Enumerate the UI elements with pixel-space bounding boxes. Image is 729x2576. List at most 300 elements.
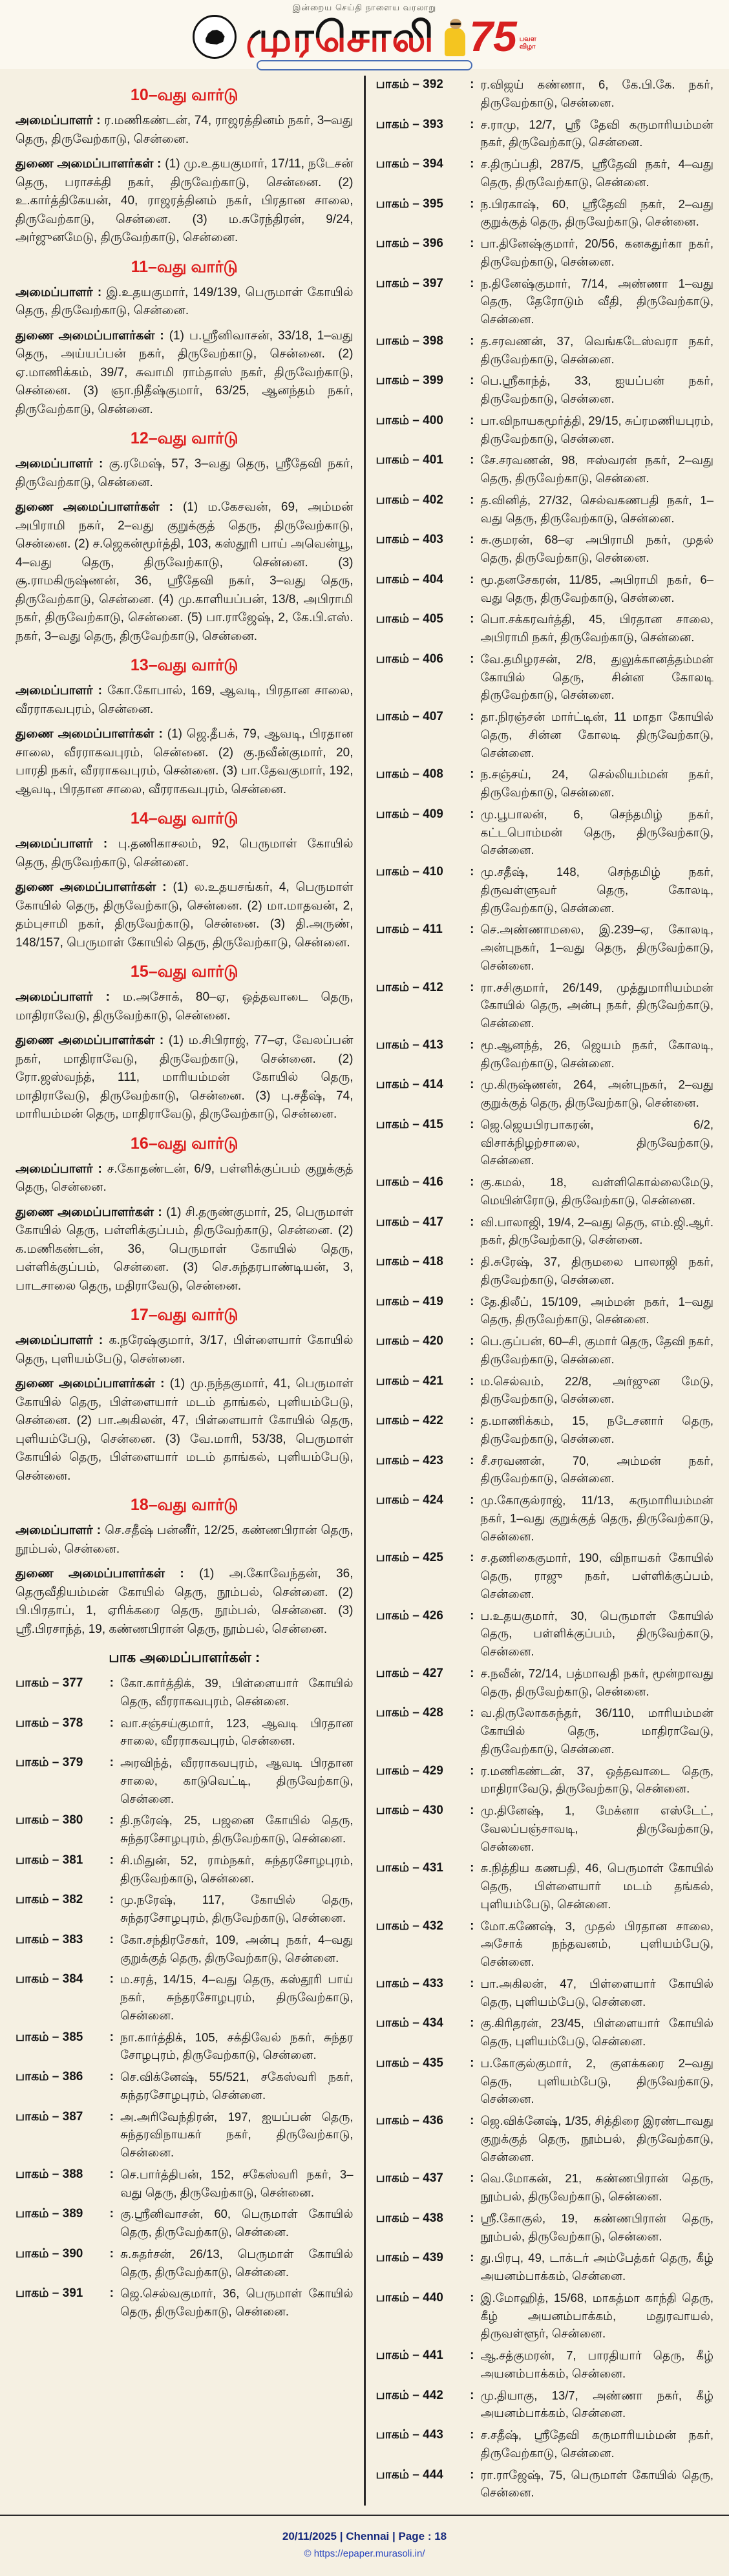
part-number: பாகம் – 378 [16,1716,83,1730]
part-colon: : [470,78,474,91]
organizer-label: அமைப்பாளர் : [16,285,102,299]
part-colon: : [470,1804,474,1817]
part-number: பாகம் – 379 [16,1756,83,1769]
part-text: தி.நரேஷ், 25, பஜனை கோயில் தெரு, சுந்தரசோழபுரம், திருவேற்காடு, சென்னை. [120,1813,354,1845]
part-colon: : [109,1676,114,1690]
part-number: பாகம் – 431 [375,1861,443,1875]
part-colon: : [470,2428,474,2442]
part-colon: : [470,1294,474,1308]
part-number: பாகம் – 439 [375,2251,443,2265]
deputies-paragraph [16,498,354,646]
part-row [376,275,714,328]
part-label [376,2426,474,2445]
part-text: அரவிந்த், வீரராகவபுரம், ஆவடி பிரதான சாலை, காடுவெட்டி, திருவேற்காடு, சென்னை. [120,1756,354,1805]
part-colon: : [470,865,474,878]
part-label [376,2014,474,2033]
deputies-label: துணை அமைப்பாளர்கள் : [16,1205,162,1219]
part-row [16,2068,354,2104]
part-row [376,1665,714,1701]
part-colon: : [470,807,474,821]
part-number: பாகம் – 411 [375,922,443,937]
part-number: பாகம் – 441 [375,2348,443,2362]
part-label [16,2028,114,2047]
part-text: ச.திருப்பதி, 287/5, ஸ்ரீதேவி நகர், 4–வது தெரு, திருவேற்காடு, சென்னை. [480,157,713,189]
organizer-paragraph [16,1160,354,1197]
part-label [16,2245,114,2264]
part-number: பாகம் – 427 [375,1666,443,1680]
part-number: பாகம் – 380 [16,1813,83,1827]
part-text: மு.தினேஷ், 1, மேக்னா எஸ்டேட், வேலப்பஞ்சாவடி, திருவேற்காடு, சென்னை. [480,1804,713,1853]
part-label [376,1549,474,1568]
part-text: ச.நவீன், 72/14, பத்மாவதி நகர், மூன்றாவது தெரு, திருவேற்காடு, சென்னை. [480,1666,713,1698]
part-row [376,2054,714,2108]
part-label [376,2209,474,2228]
part-colon: : [470,1215,474,1229]
organizer-text: இ.உதயகுமார், 149/139, பெருமாள் கோயில் தெரு, திருவேற்காடு, சென்னை. [16,285,354,317]
part-text: பா.அகிலன், 47, பிள்ளையார் கோயில் தெரு, புளியம்பேடு, சென்னை. [480,1976,713,2008]
deputies-label: துணை அமைப்பாளர்கள் : [16,1034,164,1047]
part-colon: : [470,493,474,507]
part-number: பாகம் – 436 [375,2114,443,2127]
part-colon: : [470,1551,474,1565]
deputies-label: துணை அமைப்பாளர்கள் : [16,157,162,171]
organizer-label: அமைப்பாளர் : [16,457,103,471]
part-text: பா.விநாயகமூர்த்தி, 29/15, சுப்ரமணியபுரம், திருவேற்காடு, சென்னை. [480,413,713,445]
part-label [376,2466,474,2485]
part-label [376,1704,474,1723]
part-number: பாகம் – 435 [375,2056,443,2070]
ward-section [16,1306,354,1485]
part-row [376,2014,714,2050]
part-number: பாகம் – 420 [375,1334,443,1348]
part-number: பாகம் – 408 [375,767,443,782]
part-number: பாகம் – 403 [375,533,443,547]
deputies-text: (1) அ.கோவேந்தன், 36, தெருவீதியம்மன் கோயில் தெரு, நூம்பல், சென்னை. (2) பி.பிரதாப், 1, ஏரிக்கரை தெரு, நூம்பல், சென்னை. (3) ஸ்ரீ.பிரசாந்த், 19, கண்ணபிரான் தெரு, நூம்பல், சென்னை. [16,1567,354,1636]
part-number: பாகம் – 377 [16,1676,83,1690]
part-text: கு.கிரிதரன், 23/45, பிள்ளையார் கோயில் தெரு, புளியம்பேடு, சென்னை. [480,2016,713,2048]
part-row [16,2028,354,2065]
part-row [376,1859,714,1913]
part-row [16,2108,354,2162]
organizer-label: அமைப்பாளர் : [16,837,108,851]
organizer-label: அமைப்பாளர் : [16,114,101,127]
part-label [376,1372,474,1391]
part-row [16,1891,354,1927]
part-row [16,1851,354,1888]
part-colon: : [470,1374,474,1388]
part-label [376,2347,474,2365]
part-text: மோ.கணேஷ், 3, முதல் பிரதான சாலை, அசோக் நந்தவனம், புளியம்பேடு, சென்னை. [480,1919,713,1968]
part-colon: : [470,1666,474,1680]
part-colon: : [470,1175,474,1189]
organizer-text: க.நரேஷ்குமார், 3/17, பிள்ளையார் கோயில் தெரு, புளியம்பேடு, சென்னை. [16,1334,354,1366]
part-row [376,1917,714,1971]
part-text: ஜெ.விக்னேஷ், 1/35, சித்திரை இரண்டாவது குறுக்குத் தெரு, நூம்பல், திருவேற்காடு, சென்னை. [480,2114,713,2164]
right-column [364,76,714,2506]
part-row [376,863,714,917]
part-number: பாகம் – 402 [375,493,443,507]
part-row [376,2249,714,2285]
part-label [376,765,474,784]
organizer-paragraph [16,988,354,1025]
part-label [376,1859,474,1878]
part-number: பாகம் – 422 [375,1414,443,1427]
ward-title: 16–வது வார்டு [130,1134,238,1153]
part-row [376,372,714,408]
part-label [376,1917,474,1936]
part-text: ம.சரத், 14/15, 4–வது தெரு, கஸ்தூரி பாய் நகர், சுந்தரசோழபுரம், திருவேற்காடு, சென்னை. [120,1972,354,2022]
part-text: த.சரவணன், 37, வெங்கடேஸ்வரா நகர், திருவேற்காடு, சென்னை. [480,334,713,366]
deputies-paragraph [16,1204,354,1296]
ward-section [16,809,354,952]
part-number: பாகம் – 428 [375,1706,443,1720]
parts-heading: பாக அமைப்பாளர்கள் : [109,1649,260,1665]
part-colon: : [470,710,474,723]
part-row [376,2209,714,2246]
ward-title: 18–வது வார்டு [130,1496,238,1514]
part-label [376,195,474,214]
part-colon: : [470,334,474,348]
part-label [376,155,474,174]
deputies-paragraph [16,1375,354,1485]
part-row [376,332,714,368]
ward-title: 11–வது வார்டு [131,257,238,276]
part-row [376,2289,714,2343]
anniversary-caption [520,36,536,56]
part-label [376,1607,474,1626]
part-number: பாகம் – 437 [375,2171,443,2186]
part-colon: : [470,2016,474,2030]
part-row [16,1714,354,1751]
organizer-label: அமைப்பாளர் : [16,684,102,697]
part-colon: : [470,1453,474,1467]
part-label [376,2387,474,2405]
part-text: கோ.கார்த்திக், 39, பிள்ளையார் கோயில் தெரு, வீரராகவபுரம், சென்னை. [120,1676,354,1708]
organizer-label: அமைப்பாளர் : [16,990,110,1004]
part-colon: : [470,2388,474,2402]
part-number: பாகம் – 444 [375,2467,443,2482]
part-row [376,1036,714,1072]
part-colon: : [470,117,474,131]
masthead [0,0,729,69]
part-colon: : [470,1706,474,1720]
part-row [376,708,714,761]
part-row [376,1491,714,1545]
ward-section [16,1496,354,1639]
part-number: பாகம் – 405 [375,612,443,626]
deputies-text: (1) ல.உதயசங்கர், 4, பெருமாள் கோயில் தெரு, திருவேற்காடு, சென்னை. (2) மா.மாதவன், 2, தம்புசாமி நகர், திருவேற்காடு, சென்னை. (3) தி.அருண், 148/157, பெருமாள் கோயில் தெரு, திருவேற்காடு, சென்னை. [16,880,354,950]
part-row [376,451,714,487]
part-text: ச.சதீஷ், ஸ்ரீதேவி கருமாரியம்மன் நகர், திருவேற்காடு, சென்னை. [480,2428,713,2460]
organizer-text: கு.ரமேஷ், 57, 3–வது தெரு, ஸ்ரீதேவி நகர், திருவேற்காடு, சென்னை. [16,457,354,489]
part-text: செ.பார்த்திபன், 152, சகேஸ்வரி நகர், 3–வது தெரு, திருவேற்காடு, சென்னை. [120,2167,354,2199]
part-number: பாகம் – 415 [375,1117,443,1131]
part-text: வ.திருலோகசுந்தர், 36/110, மாரியம்மன் கோயில் தெரு, மாதிராவேடு, திருவேற்காடு, சென்னை. [480,1706,713,1756]
part-text: இ.மோஹித், 15/68, மாகத்மா காந்தி தெரு, கீழ் அயனம்பாக்கம், மதுரவாயல், திருவள்ளூர், சென்னை. [480,2290,713,2341]
part-colon: : [470,2290,474,2305]
part-text: வா.சஞ்சய்குமார், 123, ஆவடி பிரதான சாலை, வீரராகவபுரம், சென்னை. [120,1716,354,1748]
part-text: து.பிரபு, 49, டாக்டர் அம்பேத்கர் தெரு, கீழ் அயனம்பாக்கம், சென்னை. [480,2251,713,2283]
part-label [376,76,474,94]
part-label [376,2289,474,2308]
part-text: ந.சஞ்சய், 24, செல்லியம்மன் நகர், திருவேற்காடு, சென்னை. [480,767,713,799]
part-number: பாகம் – 433 [375,1976,443,1990]
part-label [376,1412,474,1431]
part-label [16,2284,114,2303]
part-colon: : [470,1334,474,1348]
part-row [376,1116,714,1169]
part-text: கு.கமல், 18, வள்ளிகொல்லைமேடு, மெயின்ரோடு, திருவேற்காடு, சென்னை. [480,1175,713,1207]
article-body [0,69,729,2515]
part-number: பாகம் – 426 [375,1608,443,1623]
part-number: பாகம் – 400 [375,413,443,427]
part-label [376,979,474,997]
part-number: பாகம் – 440 [375,2290,443,2305]
part-row [376,2387,714,2423]
part-row [16,2245,354,2281]
part-colon: : [109,1756,114,1769]
deputies-text: (1) மு.உதயகுமார், 17/11, நடேசன் தெரு, பராசக்தி நகர், திருவேற்காடு, சென்னை. (2) உ.கார்த்திகேயன், 40, ராஜரத்தினம் நகர், பிரதான சாலை, திருவேற்காடு, சென்னை. (3) ம.சுரேந்திரன், 9/24, அர்ஜுனமேடு, திருவேற்காடு, சென்னை. [16,157,354,244]
part-text: பெ.குப்பன், 60–சி, குமார் தெரு, தேவி நகர், திருவேற்காடு, சென்னை. [480,1334,713,1366]
part-colon: : [470,1763,474,1778]
organizer-paragraph [16,455,354,492]
part-number: பாகம் – 429 [375,1763,443,1778]
organizer-paragraph [16,682,354,719]
part-colon: : [470,2348,474,2362]
part-number: பாகம் – 418 [375,1255,443,1268]
part-row [376,571,714,607]
part-colon: : [470,374,474,388]
part-colon: : [470,157,474,171]
part-text: ஆ.சத்குமரன், 7, பாரதியார் தெரு, கீழ் அயனம்பாக்கம், சென்னை. [480,2348,713,2380]
part-text: ஸ்ரீ.கோகுல், 19, கண்ணபிரான் தெரு, நூம்பல், திருவேற்காடு, சென்னை. [480,2211,713,2243]
ward-title: 13–வது வார்டு [130,656,238,674]
anniversary-number: 75 [469,12,517,61]
part-label [376,1253,474,1272]
part-row [376,979,714,1032]
part-number: பாகம் – 414 [375,1078,443,1092]
part-label [376,571,474,590]
dmk-rising-sun-logo-icon [193,15,237,59]
part-colon: : [470,533,474,547]
part-label [376,531,474,549]
organizer-label: அமைப்பாளர் : [16,1162,102,1176]
part-text: தி.சுரேஷ், 37, திருமலை பாலாஜி நகர், திருவேற்காடு, சென்னை. [480,1255,713,1286]
part-label [16,1714,114,1733]
part-number: பாகம் – 430 [375,1804,443,1817]
part-number: பாகம் – 423 [375,1453,443,1467]
part-colon: : [109,1932,114,1946]
deputies-text: (1) மு.நந்தகுமார், 41, பெருமாள் கோயில் தெரு, பிள்ளையார் மடம் தாங்கல், புளியம்பேடு, சென்னை. (2) பா.அகிலன், 47, பிள்ளையார் கோயில் தெரு, புளியம்பேடு, சென்னை. (3) வே.மாரி, 53/38, பெருமாள் கோயில் தெரு, பிள்ளையார் மடம் தாங்கல், புளியம்பேடு, சென்னை. [16,1377,354,1483]
part-label [16,2108,114,2127]
part-colon: : [470,276,474,290]
organizer-paragraph [16,112,354,149]
part-colon: : [109,2246,114,2261]
part-colon: : [470,1919,474,1933]
deputies-paragraph [16,1032,354,1124]
part-label [376,2169,474,2188]
part-number: பாகம் – 384 [16,1972,83,1986]
part-row [16,1811,354,1847]
organizer-paragraph [16,1522,354,1559]
part-row [376,2426,714,2462]
part-number: பாகம் – 432 [375,1919,443,1933]
part-colon: : [470,1414,474,1427]
part-number: பாகம் – 388 [16,2167,83,2181]
part-text: பொ.சக்கரவர்த்தி, 45, பிரதான சாலை, அபிராமி நகர், திருவேற்காடு, சென்னை. [480,612,713,644]
part-row [376,1607,714,1661]
part-text: வே.தமிழரசன், 2/8, துலுக்கானத்தம்மன் கோயில் தெரு, சின்ன கோலடி திருவேற்காடு, சென்னை. [480,652,713,702]
part-text: கோ.சந்திரசேகர், 109, அன்பு நகர், 4–வது குறுக்குத் தெரு, திருவேற்காடு, சென்னை. [120,1932,354,1964]
part-colon: : [470,1861,474,1875]
part-text: மூ.தனசேகரன், 11/85, அபிராமி நகர், 6–வது தெரு, திருவேற்காடு, சென்னை. [480,572,713,604]
part-text: ப.உதயகுமார், 30, பெருமாள் கோயில் தெரு, பள்ளிக்குப்பம், திருவேற்காடு, சென்னை. [480,1608,713,1658]
part-label [376,275,474,293]
ward-section [16,429,354,646]
part-text: ர.மணிகண்டன், 37, ஒத்தவாடை தெரு, மாதிராவேடு, திருவேற்காடு, சென்னை. [480,1763,713,1796]
part-row [376,2466,714,2502]
part-colon: : [470,1493,474,1507]
part-label [376,1491,474,1510]
deputies-paragraph [16,1565,354,1639]
part-number: பாகம் – 410 [375,865,443,878]
part-colon: : [470,1255,474,1268]
part-text: மு.தியாகு, 13/7, அண்ணா நகர், கீழ் அயனம்பாக்கம், சென்னை. [480,2388,713,2420]
part-text: ரா.ராஜேஷ், 75, பெருமாள் கோயில் தெரு, சென்னை. [480,2467,713,2500]
part-text: மு.சதீஷ், 148, செந்தமிழ் நகர், திருவள்ளுவர் தெரு, கோலடி, திருவேற்காடு, சென்னை. [480,865,713,915]
part-label [16,1851,114,1870]
part-colon: : [470,1038,474,1052]
part-colon: : [109,2207,114,2221]
part-row [376,1332,714,1368]
part-number: பாகம் – 385 [16,2030,83,2044]
part-colon: : [470,1078,474,1092]
part-colon: : [470,572,474,586]
part-number: பாகம் – 424 [375,1493,443,1507]
anniversary-badge [443,12,536,61]
part-colon: : [470,1608,474,1623]
deputies-label: துணை அமைப்பாளர்கள் : [16,500,173,514]
part-colon: : [470,767,474,782]
part-text: செ.விக்னேஷ், 55/521, சகேஸ்வரி நகர், சுந்தரசோழபுரம், சென்னை. [120,2070,354,2102]
part-text: த.வினித், 27/32, செல்வகணபதி நகர், 1–வது தெரு, திருவேற்காடு, சென்னை. [480,493,713,525]
part-label [376,650,474,669]
part-colon: : [470,612,474,626]
parts-list-left [16,1674,354,2321]
ward-section [16,963,354,1124]
part-label [376,610,474,629]
part-colon: : [470,2056,474,2070]
part-label [376,1116,474,1134]
part-row [376,650,714,704]
organizer-text: ம.அசோக், 80–ஏ, ஒத்தவாடை தெரு, மாதிராவேடு, திருவேற்காடு, சென்னை. [16,990,354,1023]
part-colon: : [470,1117,474,1131]
anniversary-caption-line1: பவள [519,35,536,43]
part-row [376,1704,714,1758]
part-number: பாகம் – 417 [375,1215,443,1229]
part-text: ந.பிரகாஷ், 60, ஸ்ரீதேவி நகர், 2–வது குறுக்குத் தெரு, திருவேற்காடு, சென்னை. [480,197,713,229]
deputies-text: (1) ப.ஸ்ரீனிவாசன், 33/18, 1–வது தெரு, அய்யப்பன் நகர், திருவேற்காடு, சென்னை. (2) ஏ.மாணிக்கம், 39/7, சுவாமி ராம்தாஸ் நகர், திருவேற்காடு, சென்னை. (3) ஞா.நிதீஷ்குமார், 63/25, ஆனந்தம் நகர், திருவேற்காடு, சென்னை. [16,328,354,416]
organizer-label: அமைப்பாளர் : [16,1334,103,1347]
part-label [376,1665,474,1683]
organizer-label: அமைப்பாளர் : [16,1524,101,1537]
deputies-paragraph [16,878,354,952]
part-text: மு.பூபாலன், 6, செந்தமிழ் நகர், கட்டபொம்மன் தெரு, திருவேற்காடு, சென்னை. [480,807,713,857]
ward-section [16,258,354,420]
part-number: பாகம் – 406 [375,652,443,666]
part-colon: : [470,652,474,666]
part-label [16,1931,114,1950]
part-row [376,1173,714,1209]
part-label [376,863,474,882]
part-row [376,412,714,448]
part-number: பாகம் – 412 [375,980,443,994]
part-colon: : [470,413,474,427]
ward-section [16,1134,354,1296]
part-text: சு.நித்திய கணபதி, 46, பெருமாள் கோயில் தெரு, பிள்ளையார் மடம் தங்கல், புளியம்பேடு, சென்னை. [480,1861,713,1911]
organizer-text: ர.மணிகண்டன், 74, ராஜரத்தினம் நகர், 3–வது தெரு, திருவேற்காடு, சென்னை. [16,114,354,146]
part-number: பாகம் – 409 [375,807,443,821]
part-row [16,1754,354,1807]
part-row [16,1931,354,1967]
part-colon: : [109,2070,114,2083]
part-label [16,1754,114,1772]
part-text: மு.நரேஷ், 117, கோயில் தெரு, சுந்தரசோழபுரம், திருவேற்காடு, சென்னை. [120,1893,354,1924]
part-colon: : [109,1972,114,1986]
part-row [376,1213,714,1250]
part-row [376,1412,714,1448]
part-number: பாகம் – 438 [375,2211,443,2225]
left-column [16,76,364,2506]
masthead-tagline: இன்றைய செய்தி நாளைய வரலாறு [292,3,437,12]
part-label [376,372,474,390]
ward-sections [16,86,354,1639]
part-label [376,2054,474,2073]
part-label [376,332,474,351]
part-colon: : [470,2467,474,2482]
part-label [376,491,474,510]
part-row [376,1452,714,1488]
part-row [376,235,714,271]
part-row [376,491,714,527]
part-row [376,155,714,191]
part-text: வி.பாலாஜி, 19/4, 2–வது தெரு, எம்.ஜி.ஆர். நகர், திருவேற்காடு, சென்னை. [480,1215,713,1247]
part-row [376,1762,714,1798]
part-text: கு.ஸ்ரீனிவாசன், 60, பெருமாள் கோயில் தெரு, திருவேற்காடு, சென்னை. [120,2207,354,2239]
deputies-text: (1) ஜெ.தீபக், 79, ஆவடி, பிரதான சாலை, வீரராகவபுரம், சென்னை. (2) கு.நவீன்குமார், 20, பாரதி நகர், வீரராகவபுரம், சென்னை. (3) பா.தேவகுமார், 192, ஆவடி, பிரதான சாலை, வீரராகவபுரம், சென்னை. [16,727,354,796]
part-row [16,1674,354,1710]
part-colon: : [470,1976,474,1990]
organizer-paragraph [16,1332,354,1368]
part-colon: : [470,2171,474,2186]
organizer-paragraph [16,284,354,321]
part-number: பாகம் – 390 [16,2246,83,2261]
part-number: பாகம் – 419 [375,1294,443,1308]
part-number: பாகம் – 407 [375,710,443,723]
organizer-text: செ.சதீஷ் பன்னீர், 12/25, கண்ணபிரான் தெரு, நூம்பல், சென்னை. [16,1524,354,1556]
part-label [376,451,474,470]
part-text: ஜெ.ஜெயபிரபாகரன், 6/2, விசாக்நிழற்சாலை, திருவேற்காடு, சென்னை. [480,1117,713,1167]
part-number: பாகம் – 396 [375,237,443,250]
part-row [376,765,714,802]
part-label [16,1970,114,1989]
part-label [376,2249,474,2268]
part-text: ரா.சசிகுமார், 26/149, முத்துமாரியம்மன் கோயில் தெரு, அன்பு நகர், திருவேற்காடு, சென்னை. [480,980,713,1030]
part-colon: : [470,2251,474,2265]
part-label [16,2205,114,2224]
part-text: ந.தினேஷ்குமார், 7/14, அண்ணா 1–வது தெரு, தேரோடும் வீதி, திருவேற்காடு, சென்னை. [480,276,713,326]
part-text: ர.விஜய் கண்ணா, 6, கே.பி.கே. நகர், திருவேற்காடு, சென்னை. [480,78,713,109]
